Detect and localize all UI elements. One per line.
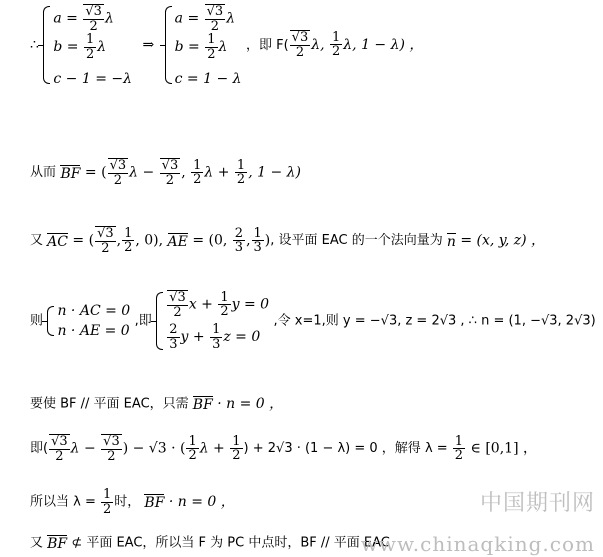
system-normal: n · AC = 0 n · AE = 0	[47, 304, 130, 338]
line-8: 又 BF ⊄ 平面 EAC，所以当 F 为 PC 中点时，BF // 平面 EAC	[30, 535, 390, 552]
line-1	[30, 4, 423, 86]
f-coordinates: ，即 F( $\frac{√3}{2}$ λ, $\frac{1}{2}$ λ, 1 − λ) ，	[245, 29, 424, 60]
vector-bf: BF	[144, 495, 165, 512]
brace-icon	[156, 292, 163, 350]
brace-icon	[43, 6, 50, 84]
fraction: $\frac{1}{2}$	[207, 32, 216, 62]
vector-ac: AC	[47, 233, 68, 250]
brace-icon	[165, 6, 172, 84]
brace-icon	[47, 306, 54, 336]
system-right: a = $\frac{√3}{2}$ λ b = $\frac{1}{2}$ λ c = 1 − λ	[165, 4, 242, 86]
fraction: $\frac{1}{2}$	[85, 32, 95, 62]
vector-bf: BF	[47, 536, 68, 552]
line-7: 所以当 λ = $\frac{1}{2}$ 时， BF · n = 0 ，	[30, 487, 235, 517]
watermark-url: www.chinaqking.com	[360, 532, 595, 556]
fraction: $\frac{√3}{2}$	[206, 4, 224, 34]
system-solve: $\frac{√3}{2}$ x + $\frac{1}{2}$ y = 0 $\frac{2}{3}$ y + $\frac{1}{3}$ z = 0	[156, 290, 269, 352]
watermark-cn: 中国期刊网	[479, 491, 595, 516]
line-5: 要使 BF // 平面 EAC，只需 BF · n = 0 ，	[30, 396, 284, 413]
line-2: 从而 BF = ( $\frac{√3}{2}$ λ − $\frac{√3}{2}$ , $\frac{1}{2}$ λ + $\frac{1}{2}$ , 1 − λ)	[30, 157, 301, 188]
vector-ae: AE	[167, 233, 188, 250]
system-left: a = $\frac{√3}{2}$ λ b = $\frac{1}{2}$ λ c − 1 = −λ	[43, 4, 132, 86]
line-4: 则 n · AC = 0 n · AE = 0 ,即 $\frac{√3}{2}$ x + $\frac{1}{2}$ y = 0 $\frac{2}{3}$ y + $\frac{1}{3}$ z = 0 ,令 x=1,则 y = −√3, z = 2√3 , ∴ n = (1, −√3, 2√3)	[30, 289, 596, 352]
implies-arrow: ⇒	[142, 36, 155, 53]
line-3: 又 AC = ( $\frac{√3}{2}$ , $\frac{1}{2}$ , 0), AE = (0, $\frac{2}{3}$ , $\frac{1}{3}$ ), 设平面 EAC 的一个法向量为 n = (x, y, z) ，	[30, 225, 546, 256]
vector-bf: BF	[60, 165, 81, 182]
therefore-symbol: ∴	[30, 36, 39, 53]
vector-bf: BF	[192, 397, 213, 413]
line-6: 即( $\frac{√3}{2}$ λ − $\frac{√3}{2}$ ) − √3 · ( $\frac{1}{2}$ λ + $\frac{1}{2}$ ) + 2√3 · (1 − λ) = 0 ，解得 λ = $\frac{1}{2}$ ∈ [0,1] ，	[30, 433, 537, 464]
fraction: $\frac{√3}{2}$	[85, 4, 102, 34]
